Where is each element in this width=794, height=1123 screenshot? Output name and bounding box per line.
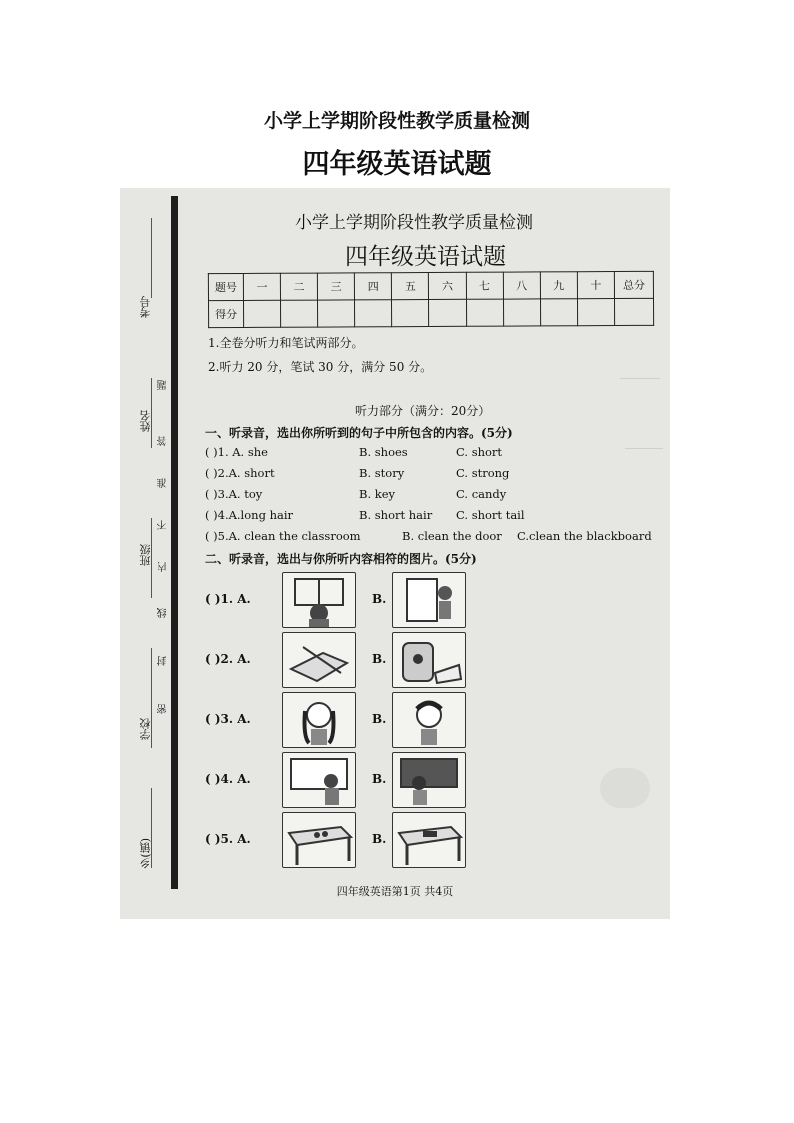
girl-long-hair-illustration xyxy=(283,693,355,747)
binding-label-township: 乡(镇) xyxy=(139,838,152,869)
book-pencil-illustration xyxy=(283,633,355,687)
question-number: ( )2.A. short xyxy=(205,466,275,480)
picture-option-b-label: B. xyxy=(372,772,387,786)
picture-option-a xyxy=(282,752,356,808)
score-cell[interactable] xyxy=(466,299,503,326)
picture-question-row xyxy=(205,632,665,690)
seal-char: 内 xyxy=(158,562,169,572)
option-b: B. short hair xyxy=(359,508,433,522)
seal-char: 答 xyxy=(158,436,169,446)
score-table-column-header: 八 xyxy=(503,272,540,299)
picture-question-row xyxy=(205,752,665,810)
score-table-column-header: 三 xyxy=(318,273,355,300)
score-cell[interactable] xyxy=(577,299,614,326)
picture-question-label: ( )1. A. xyxy=(205,592,251,606)
score-table-row-label: 得分 xyxy=(209,300,244,327)
seal-char: 密 xyxy=(158,704,169,714)
picture-option-b-label: B. xyxy=(372,832,387,846)
picture-question-label: ( )4. A. xyxy=(205,772,251,786)
page-footer: 四年级英语第1页 共4页 xyxy=(336,885,454,898)
score-cell[interactable] xyxy=(244,300,281,327)
listening-section-title: 听力部分（满分：20分） xyxy=(355,404,491,418)
option-b: B. clean the door xyxy=(402,529,502,543)
clean-blackboard-illustration xyxy=(393,753,465,807)
option-c: C. candy xyxy=(456,487,507,501)
desk-illustration xyxy=(393,813,465,867)
picture-question-row xyxy=(205,572,665,630)
binding-label-name: 姓名 xyxy=(139,410,152,432)
question-number: ( )1. A. she xyxy=(205,445,268,459)
seal-char: 题 xyxy=(158,380,169,390)
score-table-row-label: 题号 xyxy=(208,273,243,300)
picture-option-b xyxy=(392,812,466,868)
binding-bar xyxy=(171,196,178,889)
door-boy-illustration xyxy=(393,573,465,627)
schoolbag-illustration xyxy=(393,633,465,687)
picture-option-b xyxy=(392,692,466,748)
picture-option-a xyxy=(282,812,356,868)
score-cell[interactable] xyxy=(281,300,318,327)
score-table-column-header: 六 xyxy=(429,272,466,299)
picture-option-a xyxy=(282,632,356,688)
picture-question-label: ( )5. A. xyxy=(205,832,251,846)
seal-char: 不 xyxy=(158,520,169,530)
score-cell[interactable] xyxy=(392,300,429,327)
seal-char: 准 xyxy=(158,478,169,488)
option-c: C. strong xyxy=(456,466,510,480)
question-number: ( )4.A.long hair xyxy=(205,508,294,522)
instruction-note: 2.听力 20 分，笔试 30 分，满分 50 分。 xyxy=(208,360,433,374)
question-row xyxy=(205,466,655,484)
score-table-header-row xyxy=(208,271,653,300)
binding-line xyxy=(151,218,152,298)
desk-illustration xyxy=(283,813,355,867)
score-table-column-header: 总分 xyxy=(614,271,653,298)
picture-option-a xyxy=(282,572,356,628)
part2-heading: 二、听录音，选出与你所听内容相符的图片。(5分) xyxy=(205,552,477,566)
window-girl-illustration xyxy=(283,573,355,627)
option-c: C. short xyxy=(456,445,503,459)
picture-question-row xyxy=(205,812,665,870)
question-number: ( )5.A. clean the classroom xyxy=(205,529,361,543)
score-table xyxy=(208,271,654,328)
picture-option-b-label: B. xyxy=(372,592,387,606)
picture-option-a xyxy=(282,692,356,748)
picture-question-row xyxy=(205,692,665,750)
score-cell[interactable] xyxy=(429,299,466,326)
binding-label-school: 学校 xyxy=(139,718,152,740)
question-row xyxy=(205,445,655,463)
paper-title-line1: 小学上学期阶段性教学质量检测 xyxy=(295,213,533,233)
picture-question-label: ( )3. A. xyxy=(205,712,251,726)
option-b: B. story xyxy=(359,466,405,480)
picture-question-label: ( )2. A. xyxy=(205,652,251,666)
instruction-note: 1.全卷分听力和笔试两部分。 xyxy=(208,336,364,350)
score-cell[interactable] xyxy=(540,299,577,326)
score-table-column-header: 九 xyxy=(540,272,577,299)
score-cell[interactable] xyxy=(614,298,653,325)
question-row xyxy=(205,487,655,505)
question-row xyxy=(205,508,655,526)
picture-option-b xyxy=(392,632,466,688)
page-title-line2: 四年级英语试题 xyxy=(302,149,492,180)
paper-title-line2: 四年级英语试题 xyxy=(345,244,506,270)
seal-char: 线 xyxy=(158,608,169,618)
score-table-column-header: 二 xyxy=(280,273,317,300)
part1-heading: 一、听录音，选出你所听到的句子中所包含的内容。(5分) xyxy=(205,426,513,440)
exam-paper-photo xyxy=(120,188,670,919)
score-table-column-header: 七 xyxy=(466,272,503,299)
score-table-column-header: 十 xyxy=(577,272,614,299)
option-b: B. shoes xyxy=(359,445,408,459)
picture-option-b-label: B. xyxy=(372,652,387,666)
boy-short-hair-illustration xyxy=(393,693,465,747)
score-cell[interactable] xyxy=(355,300,392,327)
seal-char: 封 xyxy=(158,656,169,666)
picture-option-b xyxy=(392,752,466,808)
picture-option-b-label: B. xyxy=(372,712,387,726)
picture-option-b xyxy=(392,572,466,628)
score-cell[interactable] xyxy=(318,300,355,327)
binding-label-exam-number: 考号 xyxy=(139,296,152,318)
option-c: C.clean the blackboard xyxy=(517,529,652,543)
score-table-score-row xyxy=(209,298,654,327)
option-c: C. short tail xyxy=(456,508,525,522)
score-table-column-header: 五 xyxy=(392,273,429,300)
score-table-column-header: 四 xyxy=(355,273,392,300)
binding-label-class: 班级 xyxy=(139,544,152,566)
question-row xyxy=(205,529,655,547)
clean-window-illustration xyxy=(283,753,355,807)
score-cell[interactable] xyxy=(503,299,540,326)
page-title-line1: 小学上学期阶段性教学质量检测 xyxy=(263,110,530,132)
score-table-column-header: 一 xyxy=(243,273,280,300)
question-number: ( )3.A. toy xyxy=(205,487,263,501)
option-b: B. key xyxy=(359,487,396,501)
